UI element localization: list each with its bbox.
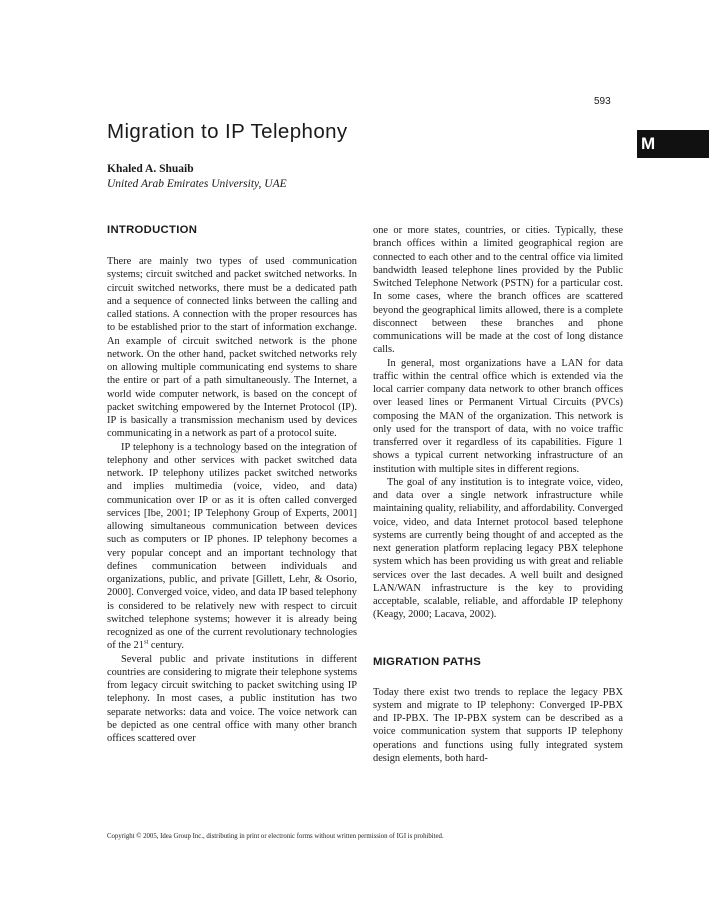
intro-paragraph-4: In general, most organizations have a LAN for data traffic within the central office which is extended via the local carrier company data network to other branch offices over leased lines or Permanent Virtual Circuits (PVCs) composing the MAN of the organization. This network is only used for the transport of data, with no voice traffic transferred over it regardless of its capabilities. Figure 1 shows a typical current networking infrastructure of an institution with multiple sites in different regions. xyxy=(373,357,623,475)
page-number: 593 xyxy=(594,96,611,107)
intro-paragraph-1: There are mainly two types of used communication systems; circuit switched and packet switched networks. In circuit switched networks, there must be a dedicated path and a sequence of connected links between the calling and called stations. A connection with the proper resources has to be established prior to the start of information exchange. An example of circuit switched network is the phone network. On the other hand, packet switched networks rely on allowing multiple communicating end systems to share the entire or part of a path simultaneously. The Internet, a world wide computer network, is based on the concept of packet switching empowered by the Internet Protocol (IP). IP is basically a transmission mechanism used by devices communicating in a network as part of a protocol suite. xyxy=(107,256,357,440)
author-affiliation: United Arab Emirates University, UAE xyxy=(107,178,287,190)
article-title: Migration to IP Telephony xyxy=(107,120,348,143)
author-name: Khaled A. Shuaib xyxy=(107,163,194,175)
intro-paragraph-2-end: century. xyxy=(148,640,184,652)
intro-paragraph-5: The goal of any institution is to integrate voice, video, and data over a single network infrastructure while maintaining quality, reliability, and affordability. Converged voice, video, and data Internet protocol based telephone systems are currently being thought of and accepted as the next generation platform replacing legacy PBX telephone system which has been providing us with great and reliable services over the last decades. A well built and designed LAN/WAN infrastructure is the key to providing acceptable, scalable, reliable, and affordable IP telephony (Keagy, 2000; Lacava, 2002). xyxy=(373,476,623,621)
intro-paragraph-2-text: IP telephony is a technology based on the integration of telephony and other services with packet switched data network. IP telephony utilizes packet switched networks and implies multimedia (voice, video, and data) communication over IP or as it is often called converged services [Ibe, 2001; IP Telephony Group of Experts, 2001] allowing simultaneous communication between devices such as computers or IP phones. IP telephony becomes a very popular concept and an important technology that defines communication between individuals and organizations, public, and private [Gillett, Lehr, & Osorio, 2000]. Converged voice, video, and data IP based telephony is considered to be relatively new with respect to circuit switched telephone systems; however it is already being recognized as one of the current revolutionary technologies of the 21 xyxy=(107,441,357,652)
intro-paragraph-2 xyxy=(107,441,357,653)
superscript-st: st xyxy=(143,638,149,646)
intro-paragraph-3-continued: one or more states, countries, or cities. Typically, these branch offices within a limited geographical region are connected to each other and to the central office via limited bandwidth leased telephone lines provided by the Public Switched Telephone Network (PSTN) for a particular cost. In some cases, where the branch offices are scattered beyond the geographical limits allowed, there is a complete disconnect between these branches and phone communications will be made at the cost of long distance calls. xyxy=(373,225,623,356)
migration-paths-heading: MIGRATION PATHS xyxy=(373,655,482,668)
introduction-heading: INTRODUCTION xyxy=(107,224,198,236)
intro-paragraph-3: Several public and private institutions in different countries are considering to migrate their telephone systems from legacy circuit switching to packet switching using IP telephony. In most cases, a public institution has two separate networks: data and voice. The voice network can be depicted as one central office with many other branch offices scattered over xyxy=(107,653,357,744)
copyright-notice: Copyright © 2005, Idea Group Inc., distributing in print or electronic forms without written permission of IGI is prohibited. xyxy=(107,833,444,840)
migration-paragraph-1: Today there exist two trends to replace the legacy PBX system and migrate to IP telephony: Converged IP-PBX and IP-PBX. The IP-PBX system can be described as a voice communication system that supports IP telephony operations and functions using fully integrated system design elements, both hard- xyxy=(373,686,623,764)
right-column xyxy=(373,224,623,765)
left-column xyxy=(107,224,357,745)
section-letter-tab: M xyxy=(637,130,709,158)
